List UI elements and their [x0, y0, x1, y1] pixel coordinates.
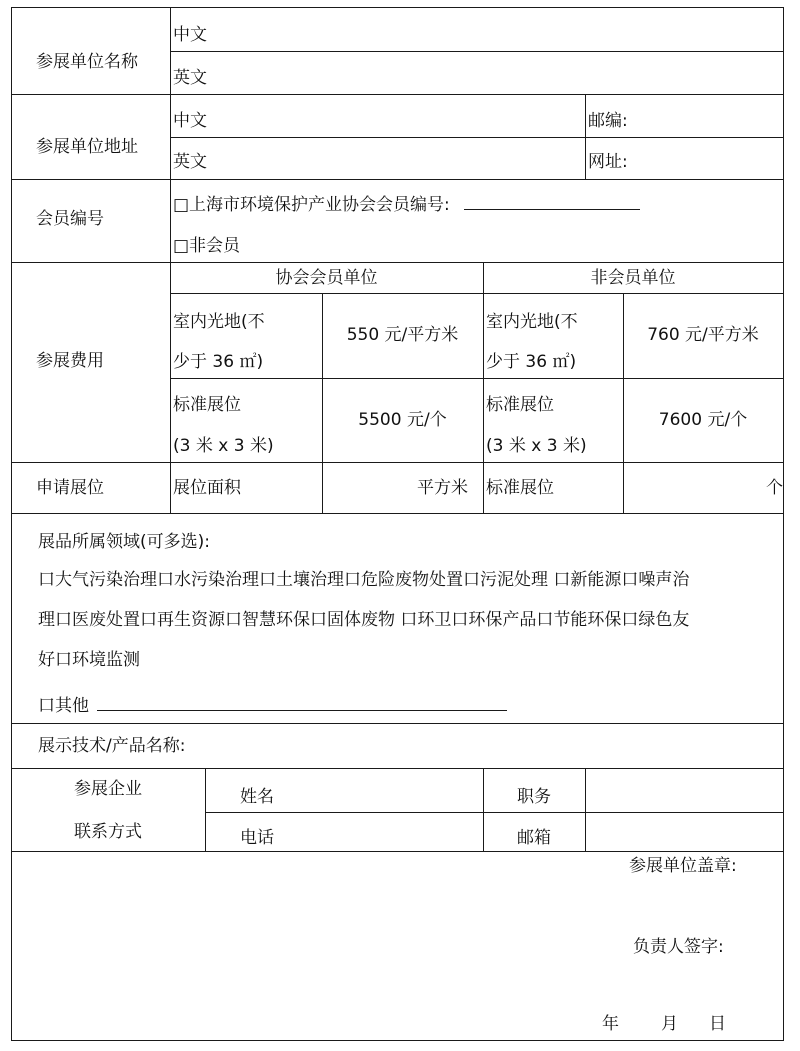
- product-name-input[interactable]: [210, 728, 775, 764]
- postcode-label: 邮编:: [588, 111, 628, 131]
- company-address-chinese-label: 中文: [173, 111, 207, 131]
- company-name-chinese-label: 中文: [173, 25, 207, 45]
- exhibit-field-other[interactable]: [38, 696, 507, 716]
- rule-address-postcode: [585, 94, 586, 180]
- contact-label-line2: 联系方式: [74, 822, 142, 842]
- member-standard-price: 5500 元/个: [358, 410, 447, 430]
- table-border-top: [11, 7, 784, 8]
- table-border-bottom: [11, 1040, 784, 1041]
- non-member-option[interactable]: □非会员: [173, 236, 241, 256]
- member-indoor-price: 550 元/平方米: [346, 325, 459, 345]
- rule-contact-label: [205, 768, 206, 852]
- member-number-option[interactable]: [173, 195, 640, 215]
- rule-fee-end: [11, 462, 784, 463]
- website-label: 网址:: [588, 152, 628, 172]
- contact-position-input[interactable]: [590, 772, 778, 808]
- date-month-label: 月: [661, 1014, 678, 1034]
- contact-name-label: 姓名: [240, 787, 274, 807]
- website-input[interactable]: [640, 141, 778, 175]
- table-border-left: [11, 7, 12, 1041]
- rule-address-end: [11, 179, 784, 180]
- booth-area-label: 展位面积: [173, 478, 241, 498]
- rule-field-end: [11, 723, 784, 724]
- standard-booth-label: 标准展位: [486, 478, 554, 498]
- signer-label: 负责人签字:: [633, 937, 724, 957]
- product-name-label: 展示技术/产品名称:: [38, 736, 186, 756]
- company-name-english-input[interactable]: [215, 56, 775, 90]
- non-member-standard-line1: 标准展位: [486, 395, 554, 415]
- standard-booth-count-input[interactable]: [626, 468, 756, 508]
- table-border-right: [783, 7, 784, 1041]
- rule-product-end: [11, 768, 784, 769]
- exhibit-field-line2: 理口医废处置口再生资源口智慧环保口固体废物 口环卫口环保产品口节能环保口绿色友: [38, 610, 690, 630]
- rule-contact-mid: [205, 812, 784, 813]
- company-address-english-label: 英文: [173, 152, 207, 172]
- rule-membership-end: [11, 262, 784, 263]
- fees-label: 参展费用: [36, 351, 104, 371]
- signer-input[interactable]: [20, 962, 770, 1002]
- non-member-indoor-line2: 少于 36 ㎡): [486, 352, 577, 372]
- company-address-english-input[interactable]: [215, 141, 577, 175]
- non-member-indoor-line1: 室内光地(不: [486, 312, 578, 332]
- member-indoor-line2: 少于 36 ㎡): [173, 352, 264, 372]
- exhibit-field-options[interactable]: [38, 560, 783, 680]
- exhibit-field-line1: 口大气污染治理口水污染治理口土壤治理口危险废物处置口污泥处理 口新能源口噪声治: [38, 570, 690, 590]
- member-standard-line2: (3 米 x 3 米): [173, 436, 274, 456]
- exhibit-field-other-label: 口其他: [38, 696, 89, 716]
- company-name-english-label: 英文: [173, 68, 207, 88]
- rule-fee-header: [170, 293, 784, 294]
- rule-address-cn-en: [170, 137, 784, 138]
- exhibit-field-other-input[interactable]: [97, 696, 507, 711]
- contact-phone-label: 电话: [240, 828, 274, 848]
- rule-name-end: [11, 94, 784, 95]
- date-day-label: 日: [709, 1014, 726, 1034]
- contact-name-input[interactable]: [290, 772, 478, 808]
- postcode-input[interactable]: [640, 99, 778, 133]
- contact-phone-input[interactable]: [290, 815, 478, 849]
- member-indoor-line1: 室内光地(不: [173, 312, 265, 332]
- contact-email-input[interactable]: [590, 815, 778, 849]
- member-number-input[interactable]: [464, 195, 640, 210]
- date-year-label: 年: [602, 1014, 619, 1034]
- rule-fee-member-split: [483, 262, 484, 514]
- rule-fee-mid: [170, 378, 784, 379]
- rule-booth-end: [11, 513, 784, 514]
- rule-label-column: [170, 7, 171, 514]
- booth-application-label: 申请展位: [36, 478, 104, 498]
- seal-area[interactable]: [20, 880, 770, 920]
- non-member-standard-price: 7600 元/个: [658, 410, 748, 430]
- rule-contact-mid-right: [585, 768, 586, 852]
- booth-area-input[interactable]: [250, 468, 320, 508]
- company-name-label: 参展单位名称: [36, 52, 138, 72]
- exhibit-field-title: 展品所属领域(可多选):: [38, 532, 210, 552]
- company-address-chinese-input[interactable]: [215, 99, 577, 133]
- contact-email-label: 邮箱: [517, 828, 551, 848]
- seal-label: 参展单位盖章:: [629, 856, 737, 876]
- non-member-standard-line2: (3 米 x 3 米): [486, 436, 587, 456]
- member-fee-header: 协会会员单位: [275, 268, 378, 288]
- membership-label: 会员编号: [36, 209, 104, 229]
- company-address-label: 参展单位地址: [36, 137, 138, 157]
- rule-name-cn-en: [170, 51, 784, 52]
- rule-contact-end: [11, 851, 784, 852]
- non-member-indoor-price: 760 元/平方米: [647, 325, 759, 345]
- member-number-option-text: □上海市环境保护产业协会会员编号:: [173, 195, 450, 215]
- contact-label-line1: 参展企业: [74, 779, 142, 799]
- contact-position-label: 职务: [517, 787, 551, 807]
- member-standard-line1: 标准展位: [173, 395, 241, 415]
- company-name-chinese-input[interactable]: [215, 14, 775, 48]
- non-member-fee-header: 非会员单位: [590, 268, 676, 288]
- booth-area-unit: 平方米: [417, 478, 468, 498]
- exhibit-field-line3: 好口环境监测: [38, 650, 140, 670]
- standard-booth-unit: 个: [766, 478, 783, 498]
